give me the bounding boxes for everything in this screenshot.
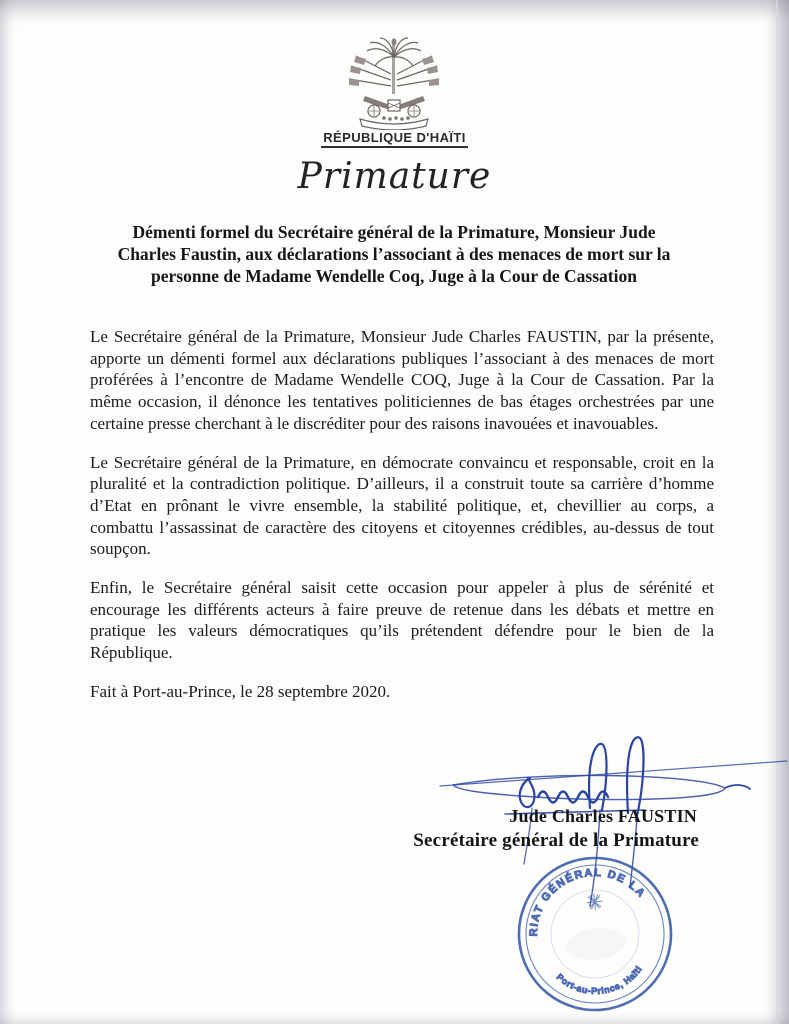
- letter-body: [90, 326, 714, 720]
- primature-script-title: Primature: [297, 156, 492, 197]
- body-paragraph: Le Secrétaire général de la Primature, Monsieur Jude Charles FAUSTIN, par la présente, apporte un démenti formel aux déclarations publiques l’associant à des menaces de mort proférées à l’encontre de Madame Wendelle COQ, Juge à la Cour de Cassation. Par la même occasion, il dénonce les tentatives politiciennes de bas étages orchestrées par une certaine presse cherchant à le discréditer pour des raisons inavouées et inavouables.: [90, 327, 714, 433]
- stamp-starburst-icon: [586, 893, 604, 911]
- haiti-coat-of-arms-icon: [338, 36, 450, 130]
- document-title: [64, 222, 724, 287]
- svg-text:RIAT GÉNÉRAL DE LA: [521, 861, 651, 937]
- document-title-line: Charles Faustin, aux déclarations l’associant à des menaces de mort sur la: [117, 243, 671, 264]
- document-title-line: personne de Madame Wendelle Coq, Juge à la Cour de Cassation: [151, 265, 637, 286]
- official-stamp: [508, 850, 682, 1018]
- date-line: Fait à Port-au-Prince, le 28 septembre 2020.: [90, 681, 391, 701]
- republic-label: RÉPUBLIQUE D'HAÏTI: [0, 130, 789, 145]
- body-paragraph: Enfin, le Secrétaire général saisit cette occasion pour appeler à plus de sérénité et encourage les différents acteurs à faire preuve de retenue dans les débats et mettre en pratique les valeurs démocratiques qu’ils prétendent défendre pour le bien de la République.: [90, 578, 714, 663]
- body-paragraph: Le Secrétaire général de la Primature, en démocrate convaincu et responsable, croit en la pluralité et la contradiction politique. D’ailleurs, il a construit toute sa carrière d’homme d’Etat en prônant le vivre ensemble, la stabilité politique, et, chevillier au corps, a combattu l’assassinat de caractère des citoyens et citoyennes crédibles, au-dessus de tout soupçon.: [90, 452, 714, 559]
- signatory-name: Jude Charles FAUSTIN: [509, 806, 697, 826]
- stamp-arc-top-text: RIAT GÉNÉRAL DE LA: [527, 866, 648, 937]
- stamp-arc-bottom-text: Port-au-Prince, Haïti: [554, 964, 644, 997]
- signatory-role: Secrétaire général de la Primature: [413, 830, 699, 851]
- document-title-line: Démenti formel du Secrétaire général de la Primature, Monsieur Jude: [132, 222, 656, 242]
